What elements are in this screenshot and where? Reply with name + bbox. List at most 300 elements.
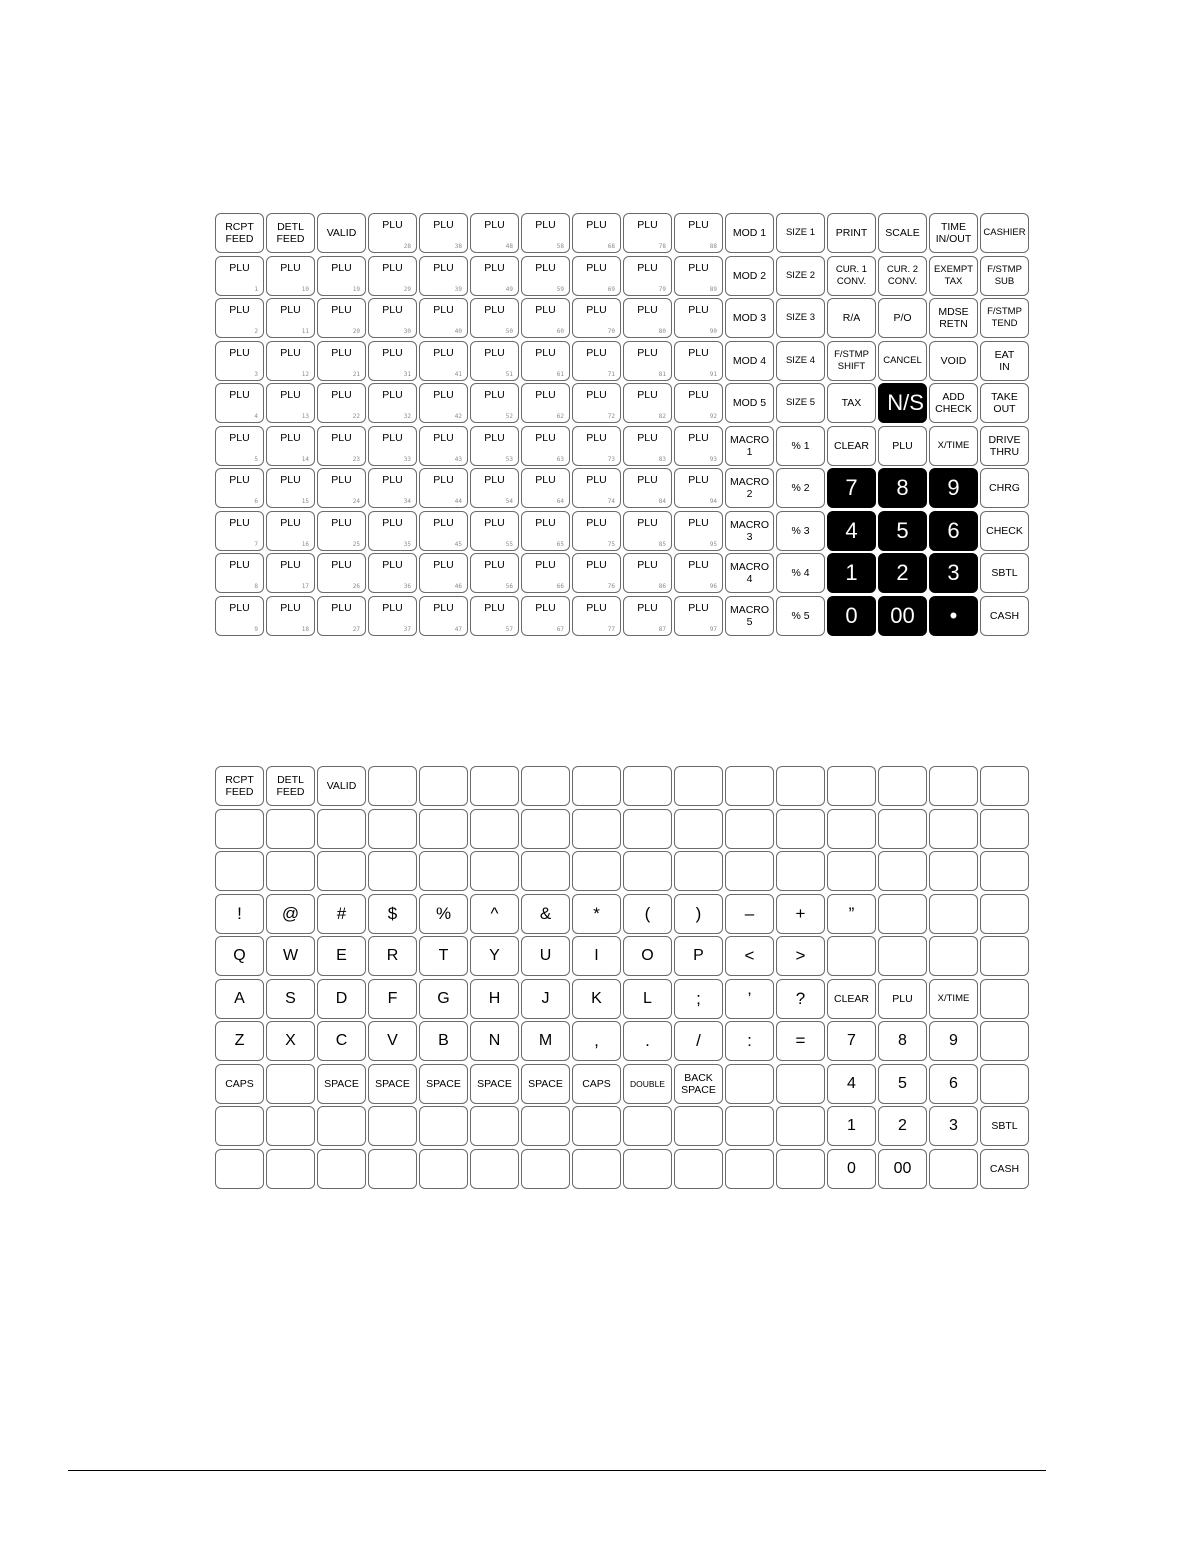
blank-key[interactable] — [470, 809, 519, 849]
key-symbol[interactable] — [725, 979, 774, 1019]
key-valid[interactable] — [317, 213, 366, 253]
plu-key-49[interactable] — [470, 256, 519, 296]
plu-key-9[interactable] — [215, 596, 264, 636]
key-cur-1-conv[interactable] — [827, 256, 876, 296]
blank-key[interactable] — [929, 1149, 978, 1189]
plu-key-10[interactable] — [266, 256, 315, 296]
plu-key-71[interactable] — [572, 341, 621, 381]
key-symbol[interactable] — [725, 894, 774, 934]
plu-key-29[interactable] — [368, 256, 417, 296]
key-a[interactable] — [215, 979, 264, 1019]
plu-key-26[interactable] — [317, 553, 366, 593]
key-symbol[interactable] — [674, 979, 723, 1019]
plu-key-83[interactable] — [623, 426, 672, 466]
blank-key[interactable] — [572, 809, 621, 849]
key-mod-5[interactable] — [725, 383, 774, 423]
key-space[interactable] — [521, 1064, 570, 1104]
key-1[interactable] — [827, 553, 876, 593]
key-p-o[interactable] — [878, 298, 927, 338]
blank-key[interactable] — [521, 809, 570, 849]
plu-key-22[interactable] — [317, 383, 366, 423]
key-symbol[interactable] — [368, 894, 417, 934]
blank-key[interactable] — [623, 809, 672, 849]
plu-key-72[interactable] — [572, 383, 621, 423]
key-clear[interactable] — [827, 426, 876, 466]
blank-key[interactable] — [980, 851, 1029, 891]
plu-key-78[interactable] — [623, 213, 672, 253]
key-1[interactable] — [776, 426, 825, 466]
key-symbol[interactable] — [674, 894, 723, 934]
plu-key-44[interactable] — [419, 468, 468, 508]
plu-key-90[interactable] — [674, 298, 723, 338]
plu-key-66[interactable] — [521, 553, 570, 593]
key-macro-5[interactable] — [725, 596, 774, 636]
key-0[interactable] — [827, 596, 876, 636]
key-rcpt-feed[interactable] — [215, 213, 264, 253]
key-caps[interactable] — [215, 1064, 264, 1104]
plu-key-97[interactable] — [674, 596, 723, 636]
blank-key[interactable] — [980, 936, 1029, 976]
key-macro-1[interactable] — [725, 426, 774, 466]
blank-key[interactable] — [776, 1149, 825, 1189]
plu-key-34[interactable] — [368, 468, 417, 508]
key-4[interactable] — [827, 511, 876, 551]
blank-key[interactable] — [776, 851, 825, 891]
key-symbol[interactable] — [623, 894, 672, 934]
key-macro-2[interactable] — [725, 468, 774, 508]
key-size-1[interactable] — [776, 213, 825, 253]
blank-key[interactable] — [266, 1064, 315, 1104]
blank-key[interactable] — [776, 766, 825, 806]
blank-key[interactable] — [419, 1106, 468, 1146]
plu-key-32[interactable] — [368, 383, 417, 423]
key-w[interactable] — [266, 936, 315, 976]
blank-key[interactable] — [827, 851, 876, 891]
key-3[interactable] — [929, 553, 978, 593]
key-c[interactable] — [317, 1021, 366, 1061]
key-space[interactable] — [317, 1064, 366, 1104]
key-eat-in[interactable] — [980, 341, 1029, 381]
plu-key-68[interactable] — [572, 213, 621, 253]
plu-key-89[interactable] — [674, 256, 723, 296]
blank-key[interactable] — [572, 851, 621, 891]
key-mod-2[interactable] — [725, 256, 774, 296]
plu-key-96[interactable] — [674, 553, 723, 593]
plu-key-91[interactable] — [674, 341, 723, 381]
plu-key-45[interactable] — [419, 511, 468, 551]
key-b[interactable] — [419, 1021, 468, 1061]
key-f-stmp-shift[interactable] — [827, 341, 876, 381]
plu-key-93[interactable] — [674, 426, 723, 466]
blank-key[interactable] — [674, 1149, 723, 1189]
key-detl-feed[interactable] — [266, 766, 315, 806]
plu-key-31[interactable] — [368, 341, 417, 381]
plu-key-3[interactable] — [215, 341, 264, 381]
plu-key-4[interactable] — [215, 383, 264, 423]
key-cancel[interactable] — [878, 341, 927, 381]
plu-key-64[interactable] — [521, 468, 570, 508]
blank-key[interactable] — [521, 1106, 570, 1146]
blank-key[interactable] — [521, 1149, 570, 1189]
blank-key[interactable] — [470, 1149, 519, 1189]
plu-key-14[interactable] — [266, 426, 315, 466]
blank-key[interactable] — [419, 766, 468, 806]
key-m[interactable] — [521, 1021, 570, 1061]
key-take-out[interactable] — [980, 383, 1029, 423]
blank-key[interactable] — [317, 851, 366, 891]
plu-key-48[interactable] — [470, 213, 519, 253]
key-mdse-retn[interactable] — [929, 298, 978, 338]
key-x[interactable] — [266, 1021, 315, 1061]
plu-key-33[interactable] — [368, 426, 417, 466]
key-5[interactable] — [878, 1064, 927, 1104]
key-symbol[interactable] — [419, 894, 468, 934]
key-cash[interactable] — [980, 596, 1029, 636]
key-plu[interactable] — [878, 979, 927, 1019]
key-caps[interactable] — [572, 1064, 621, 1104]
plu-key-80[interactable] — [623, 298, 672, 338]
plu-key-56[interactable] — [470, 553, 519, 593]
key-0[interactable] — [827, 1149, 876, 1189]
key-7[interactable] — [827, 1021, 876, 1061]
blank-key[interactable] — [317, 1106, 366, 1146]
blank-key[interactable] — [725, 851, 774, 891]
plu-key-7[interactable] — [215, 511, 264, 551]
plu-key-1[interactable] — [215, 256, 264, 296]
blank-key[interactable] — [623, 1106, 672, 1146]
blank-key[interactable] — [266, 1149, 315, 1189]
plu-key-39[interactable] — [419, 256, 468, 296]
blank-key[interactable] — [419, 809, 468, 849]
key-add-check[interactable] — [929, 383, 978, 423]
key-size-5[interactable] — [776, 383, 825, 423]
key-symbol[interactable] — [725, 1021, 774, 1061]
blank-key[interactable] — [470, 851, 519, 891]
blank-key[interactable] — [623, 851, 672, 891]
key-tax[interactable] — [827, 383, 876, 423]
blank-key[interactable] — [725, 1149, 774, 1189]
key-l[interactable] — [623, 979, 672, 1019]
key-mod-4[interactable] — [725, 341, 774, 381]
key-o[interactable] — [623, 936, 672, 976]
key-2[interactable] — [878, 1106, 927, 1146]
key-r[interactable] — [368, 936, 417, 976]
blank-key[interactable] — [368, 809, 417, 849]
blank-key[interactable] — [929, 809, 978, 849]
plu-key-6[interactable] — [215, 468, 264, 508]
blank-key[interactable] — [725, 1064, 774, 1104]
blank-key[interactable] — [674, 766, 723, 806]
plu-key-16[interactable] — [266, 511, 315, 551]
key-1[interactable] — [827, 1106, 876, 1146]
plu-key-61[interactable] — [521, 341, 570, 381]
key-cur-2-conv[interactable] — [878, 256, 927, 296]
plu-key-81[interactable] — [623, 341, 672, 381]
plu-key-18[interactable] — [266, 596, 315, 636]
plu-key-59[interactable] — [521, 256, 570, 296]
plu-key-94[interactable] — [674, 468, 723, 508]
blank-key[interactable] — [266, 809, 315, 849]
plu-key-54[interactable] — [470, 468, 519, 508]
plu-key-63[interactable] — [521, 426, 570, 466]
key-i[interactable] — [572, 936, 621, 976]
blank-key[interactable] — [878, 809, 927, 849]
blank-key[interactable] — [623, 1149, 672, 1189]
key-symbol[interactable] — [827, 894, 876, 934]
key-symbol[interactable] — [572, 894, 621, 934]
blank-key[interactable] — [521, 851, 570, 891]
key-p[interactable] — [674, 936, 723, 976]
key-size-3[interactable] — [776, 298, 825, 338]
key-5[interactable] — [878, 511, 927, 551]
key-symbol[interactable] — [266, 894, 315, 934]
key-symbol[interactable] — [317, 894, 366, 934]
blank-key[interactable] — [929, 894, 978, 934]
blank-key[interactable] — [776, 1064, 825, 1104]
plu-key-46[interactable] — [419, 553, 468, 593]
blank-key[interactable] — [674, 851, 723, 891]
plu-key-21[interactable] — [317, 341, 366, 381]
blank-key[interactable] — [776, 809, 825, 849]
blank-key[interactable] — [470, 766, 519, 806]
key-macro-3[interactable] — [725, 511, 774, 551]
key-symbol[interactable] — [725, 936, 774, 976]
key-d[interactable] — [317, 979, 366, 1019]
plu-key-15[interactable] — [266, 468, 315, 508]
plu-key-20[interactable] — [317, 298, 366, 338]
blank-key[interactable] — [368, 1149, 417, 1189]
plu-key-79[interactable] — [623, 256, 672, 296]
plu-key-62[interactable] — [521, 383, 570, 423]
key-e[interactable] — [317, 936, 366, 976]
blank-key[interactable] — [572, 1106, 621, 1146]
key-n-s[interactable] — [878, 383, 927, 423]
blank-key[interactable] — [368, 766, 417, 806]
key-void[interactable] — [929, 341, 978, 381]
key-plu[interactable] — [878, 426, 927, 466]
key-symbol[interactable] — [776, 936, 825, 976]
blank-key[interactable] — [317, 809, 366, 849]
plu-key-75[interactable] — [572, 511, 621, 551]
blank-key[interactable] — [419, 851, 468, 891]
key-symbol[interactable] — [674, 1021, 723, 1061]
blank-key[interactable] — [725, 766, 774, 806]
key-h[interactable] — [470, 979, 519, 1019]
blank-key[interactable] — [980, 1021, 1029, 1061]
plu-key-73[interactable] — [572, 426, 621, 466]
blank-key[interactable] — [572, 1149, 621, 1189]
blank-key[interactable] — [725, 1106, 774, 1146]
key-f[interactable] — [368, 979, 417, 1019]
blank-key[interactable] — [419, 1149, 468, 1189]
key-macro-4[interactable] — [725, 553, 774, 593]
key-symbol[interactable] — [776, 1021, 825, 1061]
plu-key-50[interactable] — [470, 298, 519, 338]
key-4[interactable] — [827, 1064, 876, 1104]
plu-key-58[interactable] — [521, 213, 570, 253]
plu-key-88[interactable] — [674, 213, 723, 253]
key-9[interactable] — [929, 468, 978, 508]
key-space[interactable] — [419, 1064, 468, 1104]
plu-key-60[interactable] — [521, 298, 570, 338]
key-n[interactable] — [470, 1021, 519, 1061]
plu-key-52[interactable] — [470, 383, 519, 423]
plu-key-86[interactable] — [623, 553, 672, 593]
plu-key-12[interactable] — [266, 341, 315, 381]
blank-key[interactable] — [215, 1106, 264, 1146]
blank-key[interactable] — [521, 766, 570, 806]
blank-key[interactable] — [929, 766, 978, 806]
key-8[interactable] — [878, 1021, 927, 1061]
key-space[interactable] — [470, 1064, 519, 1104]
key-symbol[interactable] — [215, 894, 264, 934]
plu-key-53[interactable] — [470, 426, 519, 466]
key-back-space[interactable] — [674, 1064, 723, 1104]
key-u[interactable] — [521, 936, 570, 976]
plu-key-82[interactable] — [623, 383, 672, 423]
key-j[interactable] — [521, 979, 570, 1019]
plu-key-8[interactable] — [215, 553, 264, 593]
key-mod-1[interactable] — [725, 213, 774, 253]
key-detl-feed[interactable] — [266, 213, 315, 253]
key-double[interactable] — [623, 1064, 672, 1104]
blank-key[interactable] — [674, 809, 723, 849]
plu-key-2[interactable] — [215, 298, 264, 338]
key-f-stmp-sub[interactable] — [980, 256, 1029, 296]
key-v[interactable] — [368, 1021, 417, 1061]
plu-key-57[interactable] — [470, 596, 519, 636]
key-cash[interactable] — [980, 1149, 1029, 1189]
blank-key[interactable] — [725, 809, 774, 849]
plu-key-95[interactable] — [674, 511, 723, 551]
key-size-2[interactable] — [776, 256, 825, 296]
plu-key-13[interactable] — [266, 383, 315, 423]
plu-key-87[interactable] — [623, 596, 672, 636]
key-symbol[interactable] — [776, 894, 825, 934]
blank-key[interactable] — [878, 936, 927, 976]
key-3[interactable] — [776, 511, 825, 551]
plu-key-38[interactable] — [419, 213, 468, 253]
plu-key-37[interactable] — [368, 596, 417, 636]
key-clear[interactable] — [827, 979, 876, 1019]
blank-key[interactable] — [368, 1106, 417, 1146]
plu-key-92[interactable] — [674, 383, 723, 423]
key-8[interactable] — [878, 468, 927, 508]
key-y[interactable] — [470, 936, 519, 976]
key-z[interactable] — [215, 1021, 264, 1061]
blank-key[interactable] — [215, 1149, 264, 1189]
key-mod-3[interactable] — [725, 298, 774, 338]
key-time-in-out[interactable] — [929, 213, 978, 253]
plu-key-43[interactable] — [419, 426, 468, 466]
key-exempt-tax[interactable] — [929, 256, 978, 296]
plu-key-40[interactable] — [419, 298, 468, 338]
plu-key-19[interactable] — [317, 256, 366, 296]
plu-key-27[interactable] — [317, 596, 366, 636]
key-valid[interactable] — [317, 766, 366, 806]
blank-key[interactable] — [929, 936, 978, 976]
plu-key-76[interactable] — [572, 553, 621, 593]
key-r-a[interactable] — [827, 298, 876, 338]
key-space[interactable] — [368, 1064, 417, 1104]
plu-key-65[interactable] — [521, 511, 570, 551]
plu-key-84[interactable] — [623, 468, 672, 508]
key-2[interactable] — [776, 468, 825, 508]
key-6[interactable] — [929, 511, 978, 551]
plu-key-77[interactable] — [572, 596, 621, 636]
key-check[interactable] — [980, 511, 1029, 551]
blank-key[interactable] — [980, 979, 1029, 1019]
blank-key[interactable] — [878, 851, 927, 891]
plu-key-85[interactable] — [623, 511, 672, 551]
blank-key[interactable] — [317, 1149, 366, 1189]
blank-key[interactable] — [368, 851, 417, 891]
key-symbol[interactable] — [572, 1021, 621, 1061]
key-f-stmp-tend[interactable] — [980, 298, 1029, 338]
key-6[interactable] — [929, 1064, 978, 1104]
blank-key[interactable] — [980, 809, 1029, 849]
blank-key[interactable] — [266, 851, 315, 891]
plu-key-42[interactable] — [419, 383, 468, 423]
key-5[interactable] — [776, 596, 825, 636]
blank-key[interactable] — [623, 766, 672, 806]
plu-key-67[interactable] — [521, 596, 570, 636]
blank-key[interactable] — [827, 766, 876, 806]
key-symbol[interactable] — [623, 1021, 672, 1061]
blank-key[interactable] — [215, 809, 264, 849]
plu-key-11[interactable] — [266, 298, 315, 338]
plu-key-5[interactable] — [215, 426, 264, 466]
key-drive-thru[interactable] — [980, 426, 1029, 466]
blank-key[interactable] — [827, 809, 876, 849]
blank-key[interactable] — [980, 766, 1029, 806]
blank-key[interactable] — [674, 1106, 723, 1146]
blank-key[interactable] — [470, 1106, 519, 1146]
plu-key-17[interactable] — [266, 553, 315, 593]
key-rcpt-feed[interactable] — [215, 766, 264, 806]
key-00[interactable] — [878, 596, 927, 636]
key-symbol[interactable] — [776, 979, 825, 1019]
key-3[interactable] — [929, 1106, 978, 1146]
key-size-4[interactable] — [776, 341, 825, 381]
key-00[interactable] — [878, 1149, 927, 1189]
plu-key-25[interactable] — [317, 511, 366, 551]
blank-key[interactable] — [266, 1106, 315, 1146]
key-sbtl[interactable] — [980, 553, 1029, 593]
key-k[interactable] — [572, 979, 621, 1019]
blank-key[interactable] — [878, 894, 927, 934]
plu-key-69[interactable] — [572, 256, 621, 296]
blank-key[interactable] — [980, 894, 1029, 934]
key-t[interactable] — [419, 936, 468, 976]
key-7[interactable] — [827, 468, 876, 508]
plu-key-30[interactable] — [368, 298, 417, 338]
plu-key-28[interactable] — [368, 213, 417, 253]
key-x-time[interactable] — [929, 979, 978, 1019]
blank-key[interactable] — [572, 766, 621, 806]
blank-key[interactable] — [929, 851, 978, 891]
key-9[interactable] — [929, 1021, 978, 1061]
plu-key-36[interactable] — [368, 553, 417, 593]
key-q[interactable] — [215, 936, 264, 976]
key-4[interactable] — [776, 553, 825, 593]
blank-key[interactable] — [215, 851, 264, 891]
key-chrg[interactable] — [980, 468, 1029, 508]
plu-key-41[interactable] — [419, 341, 468, 381]
plu-key-23[interactable] — [317, 426, 366, 466]
key-cashier[interactable] — [980, 213, 1029, 253]
key-symbol[interactable] — [470, 894, 519, 934]
